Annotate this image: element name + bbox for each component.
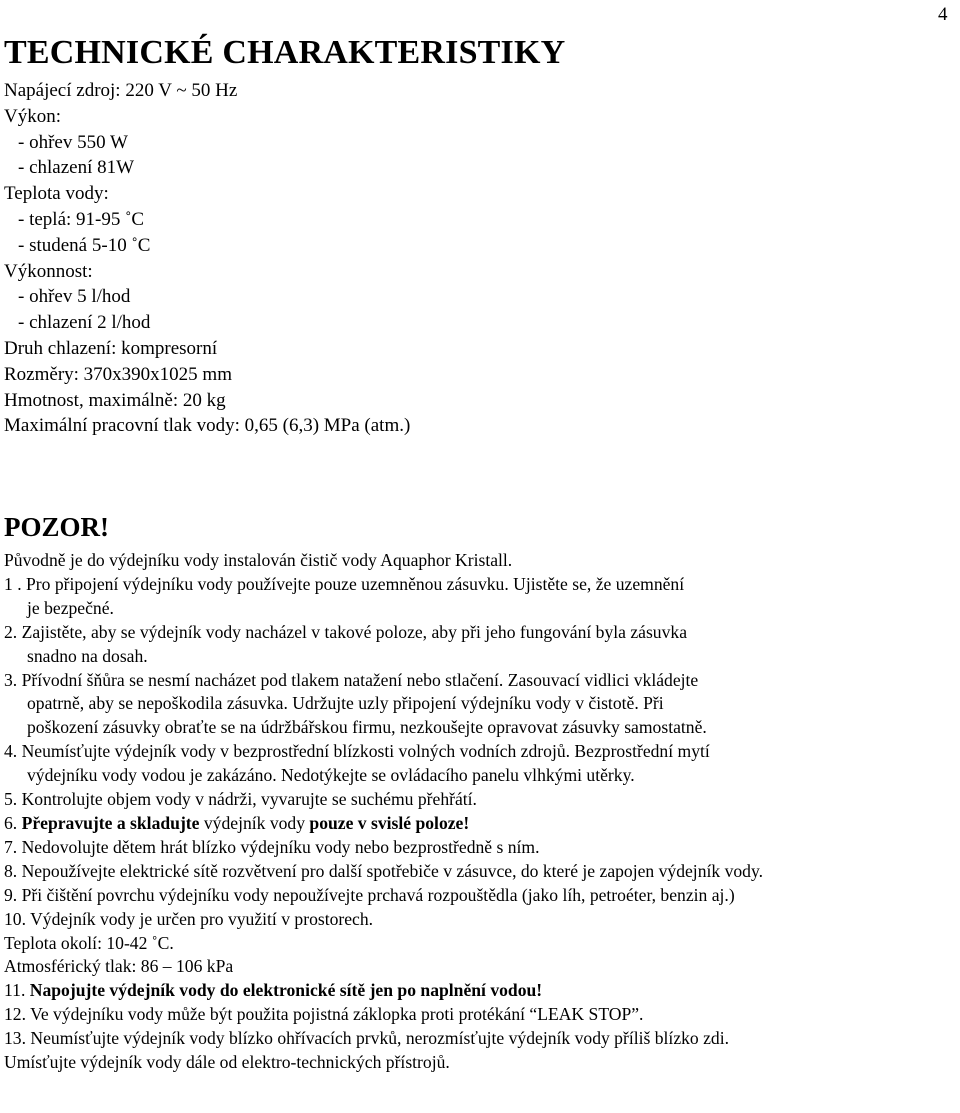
spec-max-pressure: Maximální pracovní tlak vody: 0,65 (6,3) MPa (atm.) bbox=[4, 415, 411, 437]
spec-power-supply: Napájecí zdroj: 220 V ~ 50 Hz bbox=[4, 80, 238, 101]
note-9: 9. Při čištění povrchu výdejníku vody nepoužívejte prchavá rozpouštědla (jako líh, petroéter, benzin aj.) bbox=[4, 884, 735, 905]
note-6-bold-vertical: pouze v svislé poloze! bbox=[309, 812, 470, 833]
note-7: 7. Nedovolujte dětem hrát blízko výdejníku vody nebo bezprostředně s ním. bbox=[4, 836, 540, 857]
spec-dimensions: Rozměry: 370x390x1025 mm bbox=[4, 363, 232, 385]
note-3-continued: opatrně, aby se nepoškodila zásuvka. Udržujte uzly připojení výdejníku vody v čistotě. Při bbox=[27, 693, 664, 714]
note-1: 1 . Pro připojení výdejníku vody používejte pouze uzemněnou zásuvku. Ujistěte se, že uzemnění bbox=[4, 573, 685, 594]
note-4: 4. Neumísťujte výdejník vody v bezprostřední blízkosti volných vodních zdrojů. Bezprostřední mytí bbox=[4, 741, 710, 762]
note-11-bold: Napojujte výdejník vody do elektronické sítě jen po naplnění vodou! bbox=[29, 980, 543, 1001]
note-11-prefix: 11. bbox=[4, 980, 30, 1001]
note-6-bold-transport: Přepravujte a skladujte bbox=[21, 812, 200, 833]
spec-water-temp-warm: - teplá: 91-95 ˚C bbox=[18, 208, 145, 230]
ambient-temperature: Teplota okolí: 10-42 ˚C. bbox=[4, 932, 174, 953]
spec-capacity-heating: - ohřev 5 l/hod bbox=[18, 286, 131, 308]
warning-heading: POZOR! bbox=[4, 512, 109, 542]
spec-water-temp-cold: - studená 5-10 ˚C bbox=[18, 234, 151, 256]
spec-water-temp-label: Teplota vody: bbox=[4, 183, 109, 205]
atmospheric-pressure: Atmosférický tlak: 86 – 106 kPa bbox=[4, 956, 234, 977]
spec-cooling-type: Druh chlazení: kompresorní bbox=[4, 337, 218, 359]
spec-weight: Hmotnost, maximálně: 20 kg bbox=[4, 389, 226, 411]
warning-intro: Původně je do výdejníku vody instalován čistič vody Aquaphor Kristall. bbox=[4, 550, 513, 570]
page-title: TECHNICKÉ CHARAKTERISTIKY bbox=[4, 34, 566, 71]
spec-power-heating: - ohřev 550 W bbox=[18, 131, 128, 153]
note-2-continued: snadno na dosah. bbox=[27, 645, 148, 666]
note-11 bbox=[4, 979, 960, 1003]
warning-notes bbox=[4, 549, 960, 1075]
note-5: 5. Kontrolujte objem vody v nádrži, vyvarujte se suchému přehřátí. bbox=[4, 789, 477, 810]
spec-capacity-cooling: - chlazení 2 l/hod bbox=[18, 312, 151, 334]
spec-capacity-label: Výkonnost: bbox=[4, 260, 93, 282]
note-13-continued: Umísťujte výdejník vody dále od elektro-technických přístrojů. bbox=[4, 1052, 450, 1073]
note-1-continued: je bezpečné. bbox=[27, 597, 114, 618]
note-6-middle: výdejník vody bbox=[199, 812, 310, 833]
spec-power-cooling: - chlazení 81W bbox=[18, 157, 135, 179]
note-3-continued-2: poškození zásuvky obraťte se na údržbářskou firmu, nezkoušejte opravovat zásuvky samostatně. bbox=[27, 717, 707, 738]
note-6 bbox=[4, 812, 960, 836]
page-number: 4 bbox=[938, 4, 948, 25]
technical-specs bbox=[4, 78, 410, 439]
note-4-continued: výdejníku vody vodou je zakázáno. Nedotýkejte se ovládacího panelu vlhkými utěrky. bbox=[27, 765, 635, 786]
note-3: 3. Přívodní šňůra se nesmí nacházet pod tlakem natažení nebo stlačení. Zasouvací vidlici vkládejte bbox=[4, 669, 699, 690]
note-6-prefix: 6. bbox=[4, 812, 22, 833]
note-2: 2. Zajistěte, aby se výdejník vody nacházel v takové poloze, aby při jeho fungování byla zásuvka bbox=[4, 621, 688, 642]
note-8: 8. Nepoužívejte elektrické sítě rozvětvení pro další spotřebiče v zásuvce, do které je zapojen výdejník vody. bbox=[4, 860, 764, 881]
note-12: 12. Ve výdejníku vody může být použita pojistná záklopka proti protékání “LEAK STOP”. bbox=[4, 1004, 644, 1025]
spec-power-label: Výkon: bbox=[4, 105, 61, 127]
note-13: 13. Neumísťujte výdejník vody blízko ohřívacích prvků, nerozmísťujte výdejník vody příliš blízko zdi. bbox=[4, 1028, 730, 1049]
note-10: 10. Výdejník vody je určen pro využití v prostorech. bbox=[4, 908, 374, 929]
